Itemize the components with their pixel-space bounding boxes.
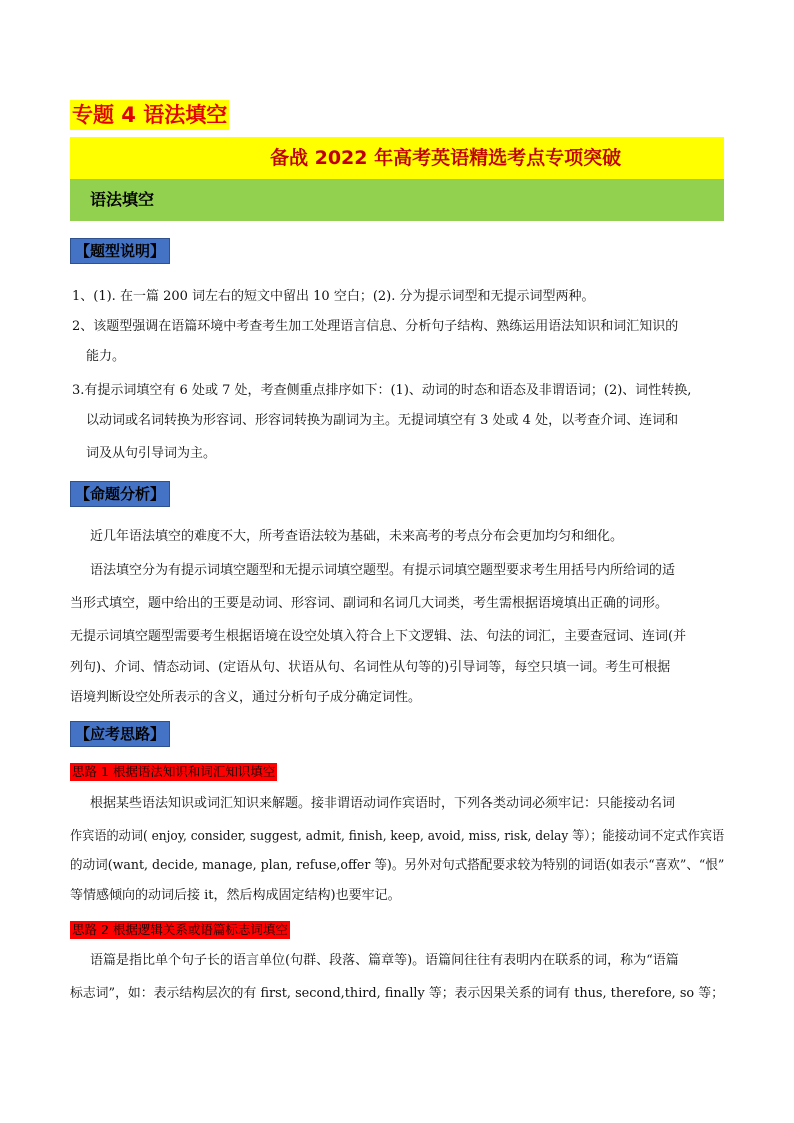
type-desc-line: 2、该题型强调在语篇环境中考查考生加工处理语言信息、分析句子结构、熟练运用语法知识和词汇知识的 [72, 319, 679, 334]
type-desc-line: 能力。 [86, 349, 126, 364]
section-heading-strategy: 【应考思路】 [70, 721, 170, 747]
main-banner-text: 备战 2022 年高考英语精选考点专项突破 [270, 147, 622, 169]
type-desc-line: 3.有提示词填空有 6 处或 7 处，考查侧重点排序如下：(1)、动词的时态和语态及非谓语词；(2)、词性转换, [72, 383, 692, 398]
strategy2-line: 语篇是指比单个句子长的语言单位(句群、段落、篇章等)。语篇间往往有表明内在联系的词，称为“语篇 [90, 953, 679, 968]
type-desc-line: 以动词或名词转换为形容词、形容词转换为副词为主。无提词填空有 3 处或 4 处，以考查介词、连词和 [86, 413, 679, 428]
strategy-tag-2: 思路 2 根据逻辑关系或语篇标志词填空 [72, 922, 288, 937]
strategy-tag-1: 思路 1 根据语法知识和词汇知识填空 [72, 764, 276, 779]
sub-banner-text: 语法填空 [90, 190, 155, 209]
strategy1-line: 等情感倾向的动词后接 it，然后构成固定结构)也要牢记。 [70, 888, 401, 903]
type-desc-line: 词及从句引导词为主。 [86, 446, 217, 461]
analysis-line: 无提示词填空题型需要考生根据语境在设空处填入符合上下文逻辑、法、句法的词汇，主要查冠词、连词(并 [70, 629, 687, 644]
type-desc-line: 1、(1). 在一篇 200 词左右的短文中留出 10 空白；(2). 分为提示词型和无提示词型两种。 [72, 289, 595, 304]
strategy1-line: 作宾语的动词( enjoy, consider, suggest, admit, finish, keep, avoid, miss, risk, delay 等）；能接动词不定式作宾语 [70, 829, 725, 844]
main-banner [70, 137, 724, 179]
section-heading-analysis: 【命题分析】 [70, 481, 170, 507]
section-heading-type-desc: 【题型说明】 [70, 238, 170, 264]
strategy1-line: 根据某些语法知识或词汇知识来解题。接非谓语动词作宾语时，下列各类动词必须牢记：只能接动名词 [90, 796, 676, 811]
strategy1-line: 的动词(want, decide, manage, plan, refuse,offer 等)。另外对句式搭配要求较为特别的词语(如表示“喜欢”、“恨” [70, 858, 725, 873]
analysis-line: 列句)、介词、情态动词、(定语从句、状语从句、名词性从句等的)引导词等，每空只填一词。考生可根据 [70, 660, 671, 675]
analysis-line: 语境判断设空处所表示的含义，通过分析句子成分确定词性。 [70, 690, 422, 705]
topic-title: 专题 4 语法填空 [70, 100, 229, 130]
analysis-line: 语法填空分为有提示词填空题型和无提示词填空题型。有提示词填空题型要求考生用括号内所给词的适 [90, 563, 676, 578]
analysis-line: 近几年语法填空的难度不大，所考查语法较为基础，未来高考的考点分布会更加均匀和细化。 [90, 529, 624, 544]
strategy2-line: 标志词”，如：表示结构层次的有 first, second,third, finally 等；表示因果关系的词有 thus, therefore, so 等； [70, 986, 724, 1001]
sub-banner [70, 179, 724, 221]
analysis-line: 当形式填空，题中给出的王要是动词、形容词、副词和名词几大词类，考生需根据语境填出正确的词形。 [70, 596, 669, 611]
